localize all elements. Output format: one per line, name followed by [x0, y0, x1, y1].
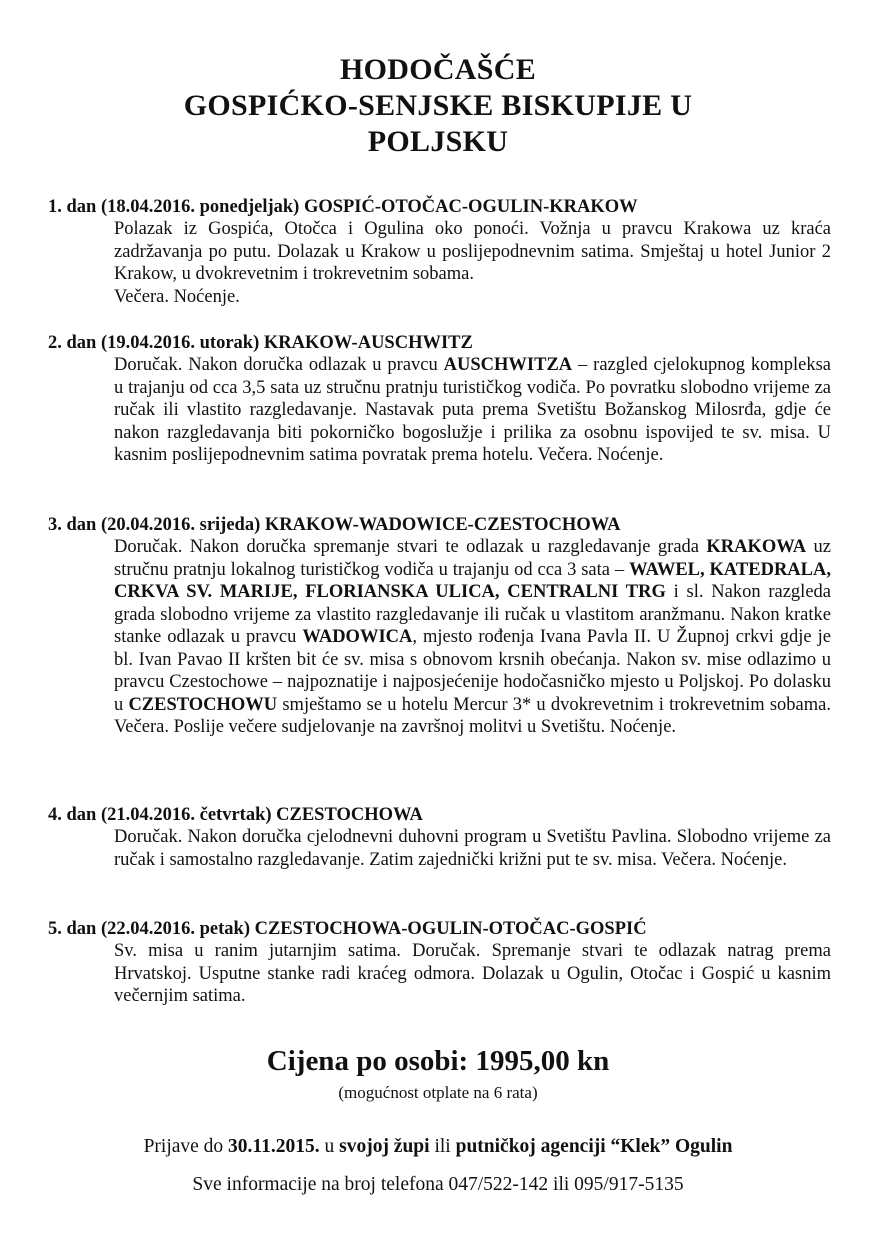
bold-text-run: CZESTOCHOWU — [128, 694, 278, 715]
day-description — [114, 354, 831, 467]
day-description — [114, 826, 831, 871]
installment-note: (mogućnost otplate na 6 rata) — [338, 1083, 538, 1102]
bold-text-run: 30.11.2015. — [228, 1136, 320, 1157]
text-run: Večera. Noćenje. — [114, 286, 240, 307]
registration-info — [30, 1134, 846, 1160]
day-description — [114, 940, 831, 1008]
contact-phone-info: Sve informacije na broj telefona 047/522-142 ili 095/917-5135 — [192, 1174, 684, 1195]
day-2-section — [48, 332, 831, 467]
day-description — [114, 536, 831, 739]
text-run: Doručak. Nakon doručka spremanje stvari te odlazak u razgledavanje grada — [114, 537, 707, 557]
bold-text-run: WADOWICA — [302, 627, 413, 647]
text-run: , mjesto rođenja Ivana Pavla II. U Župnoj crkvi gdje je bl. Ivan Pavao II kršten bit će sv. misa s obnovom krsnih obećanja. Nakon sv. mise odlazimo u pravcu Czestochowe – najpoznatije i najposjećenije hodočasničko mjesto u Poljskoj. Po dolasku u — [114, 627, 831, 715]
day-header: 2. dan (19.04.2016. utorak) KRAKOW-AUSCHWITZ — [48, 333, 473, 353]
bold-text-run: svojoj župi — [339, 1136, 430, 1157]
text-run: Prijave do — [143, 1136, 229, 1157]
day-3-section — [48, 514, 831, 739]
title-line-1: HODOČAŠĆE — [339, 53, 537, 86]
text-run: ili — [429, 1136, 456, 1157]
bold-text-run: AUSCHWITZA — [443, 355, 573, 375]
day-5-section — [48, 918, 831, 1008]
day-description — [114, 218, 831, 308]
bold-text-run: WAWEL, KATEDRALA, CRKVA SV. MARIJE, FLORIANSKA ULICA, CENTRALNI TRG — [114, 559, 831, 602]
day-header: 5. dan (22.04.2016. petak) CZESTOCHOWA-OGULIN-OTOČAC-GOSPIĆ — [48, 919, 647, 939]
text-run: smještamo se u hotelu Mercur 3* u dvokrevetnim i trokrevetnim sobama. Večera. Poslije večere sudjelovanje na završnoj molitvi u Svetištu. Noćenje. — [114, 694, 831, 737]
text-run: Sv. misa u ranim jutarnjim satima. Doručak. Spremanje stvari te odlazak natrag prema Hrvatskoj. Usputne stanke radi kraćeg odmora. Dolazak u Ogulin, Otočac i Gospić u kasnim večernjim satima. — [114, 941, 831, 1006]
flyer-title — [60, 52, 816, 160]
day-header: 3. dan (20.04.2016. srijeda) KRAKOW-WADOWICE-CZESTOCHOWA — [48, 515, 621, 535]
text-run: Doručak. Nakon doručka odlazak u pravcu — [114, 355, 444, 375]
text-run: – razgled cjelokupnog kompleksa u trajanju od cca 3,5 sata uz stručnu pratnju turističkog vodiča. Po povratku slobodno vrijeme za ručak ili vlastito razgledavanje. Nastavak puta prema Svetištu Božanskog Milosrđa, gdje će nakon razgledavanja biti pokorničko bogoslužje i prilika za osobnu ispovijed te sv. misa. U kasnim poslijepodnevnim satima povratak prema hotelu. Večera. Noćenje. — [114, 355, 831, 465]
day-1-section — [48, 196, 831, 308]
day-4-section — [48, 804, 831, 871]
price-per-person: Cijena po osobi: 1995,00 kn — [266, 1045, 610, 1077]
title-line-2: GOSPIĆKO-SENJSKE BISKUPIJE U — [183, 89, 693, 122]
text-run: Doručak. Nakon doručka cjelodnevni duhovni program u Svetištu Pavlina. Slobodno vrijeme za ručak i samostalno razgledavanje. Zatim zajednički križni put te sv. misa. Večera. Noćenje. — [114, 827, 831, 870]
bold-text-run: putničkoj agenciji “Klek” Ogulin — [455, 1136, 733, 1157]
text-run: i sl. Nakon razgleda grada slobodno vrijeme za vlastito razgledavanje ili ručak u vlastitom aranžmanu. Nakon kratke stanke odlazak u pravcu — [114, 582, 831, 647]
text-run: uz stručnu pratnju lokalnog turističkog vodiča u trajanju od cca 3 sata – — [114, 537, 832, 580]
day-header: 1. dan (18.04.2016. ponedjeljak) GOSPIĆ-OTOČAC-OGULIN-KRAKOW — [48, 197, 638, 217]
day-header: 4. dan (21.04.2016. četvrtak) CZESTOCHOWA — [48, 805, 423, 825]
text-run: Polazak iz Gospića, Otočca i Ogulina oko ponoći. Vožnja u pravcu Krakowa uz kraća zadržavanja po putu. Dolazak u Krakow u poslijepodnevnim satima. Smještaj u hotel Junior 2 Krakow, u dvokrevetnim i trokrevetnim sobama. — [114, 219, 831, 284]
text-run: u — [319, 1136, 340, 1157]
title-line-3: POLJSKU — [367, 125, 509, 158]
bold-text-run: KRAKOWA — [706, 537, 807, 557]
